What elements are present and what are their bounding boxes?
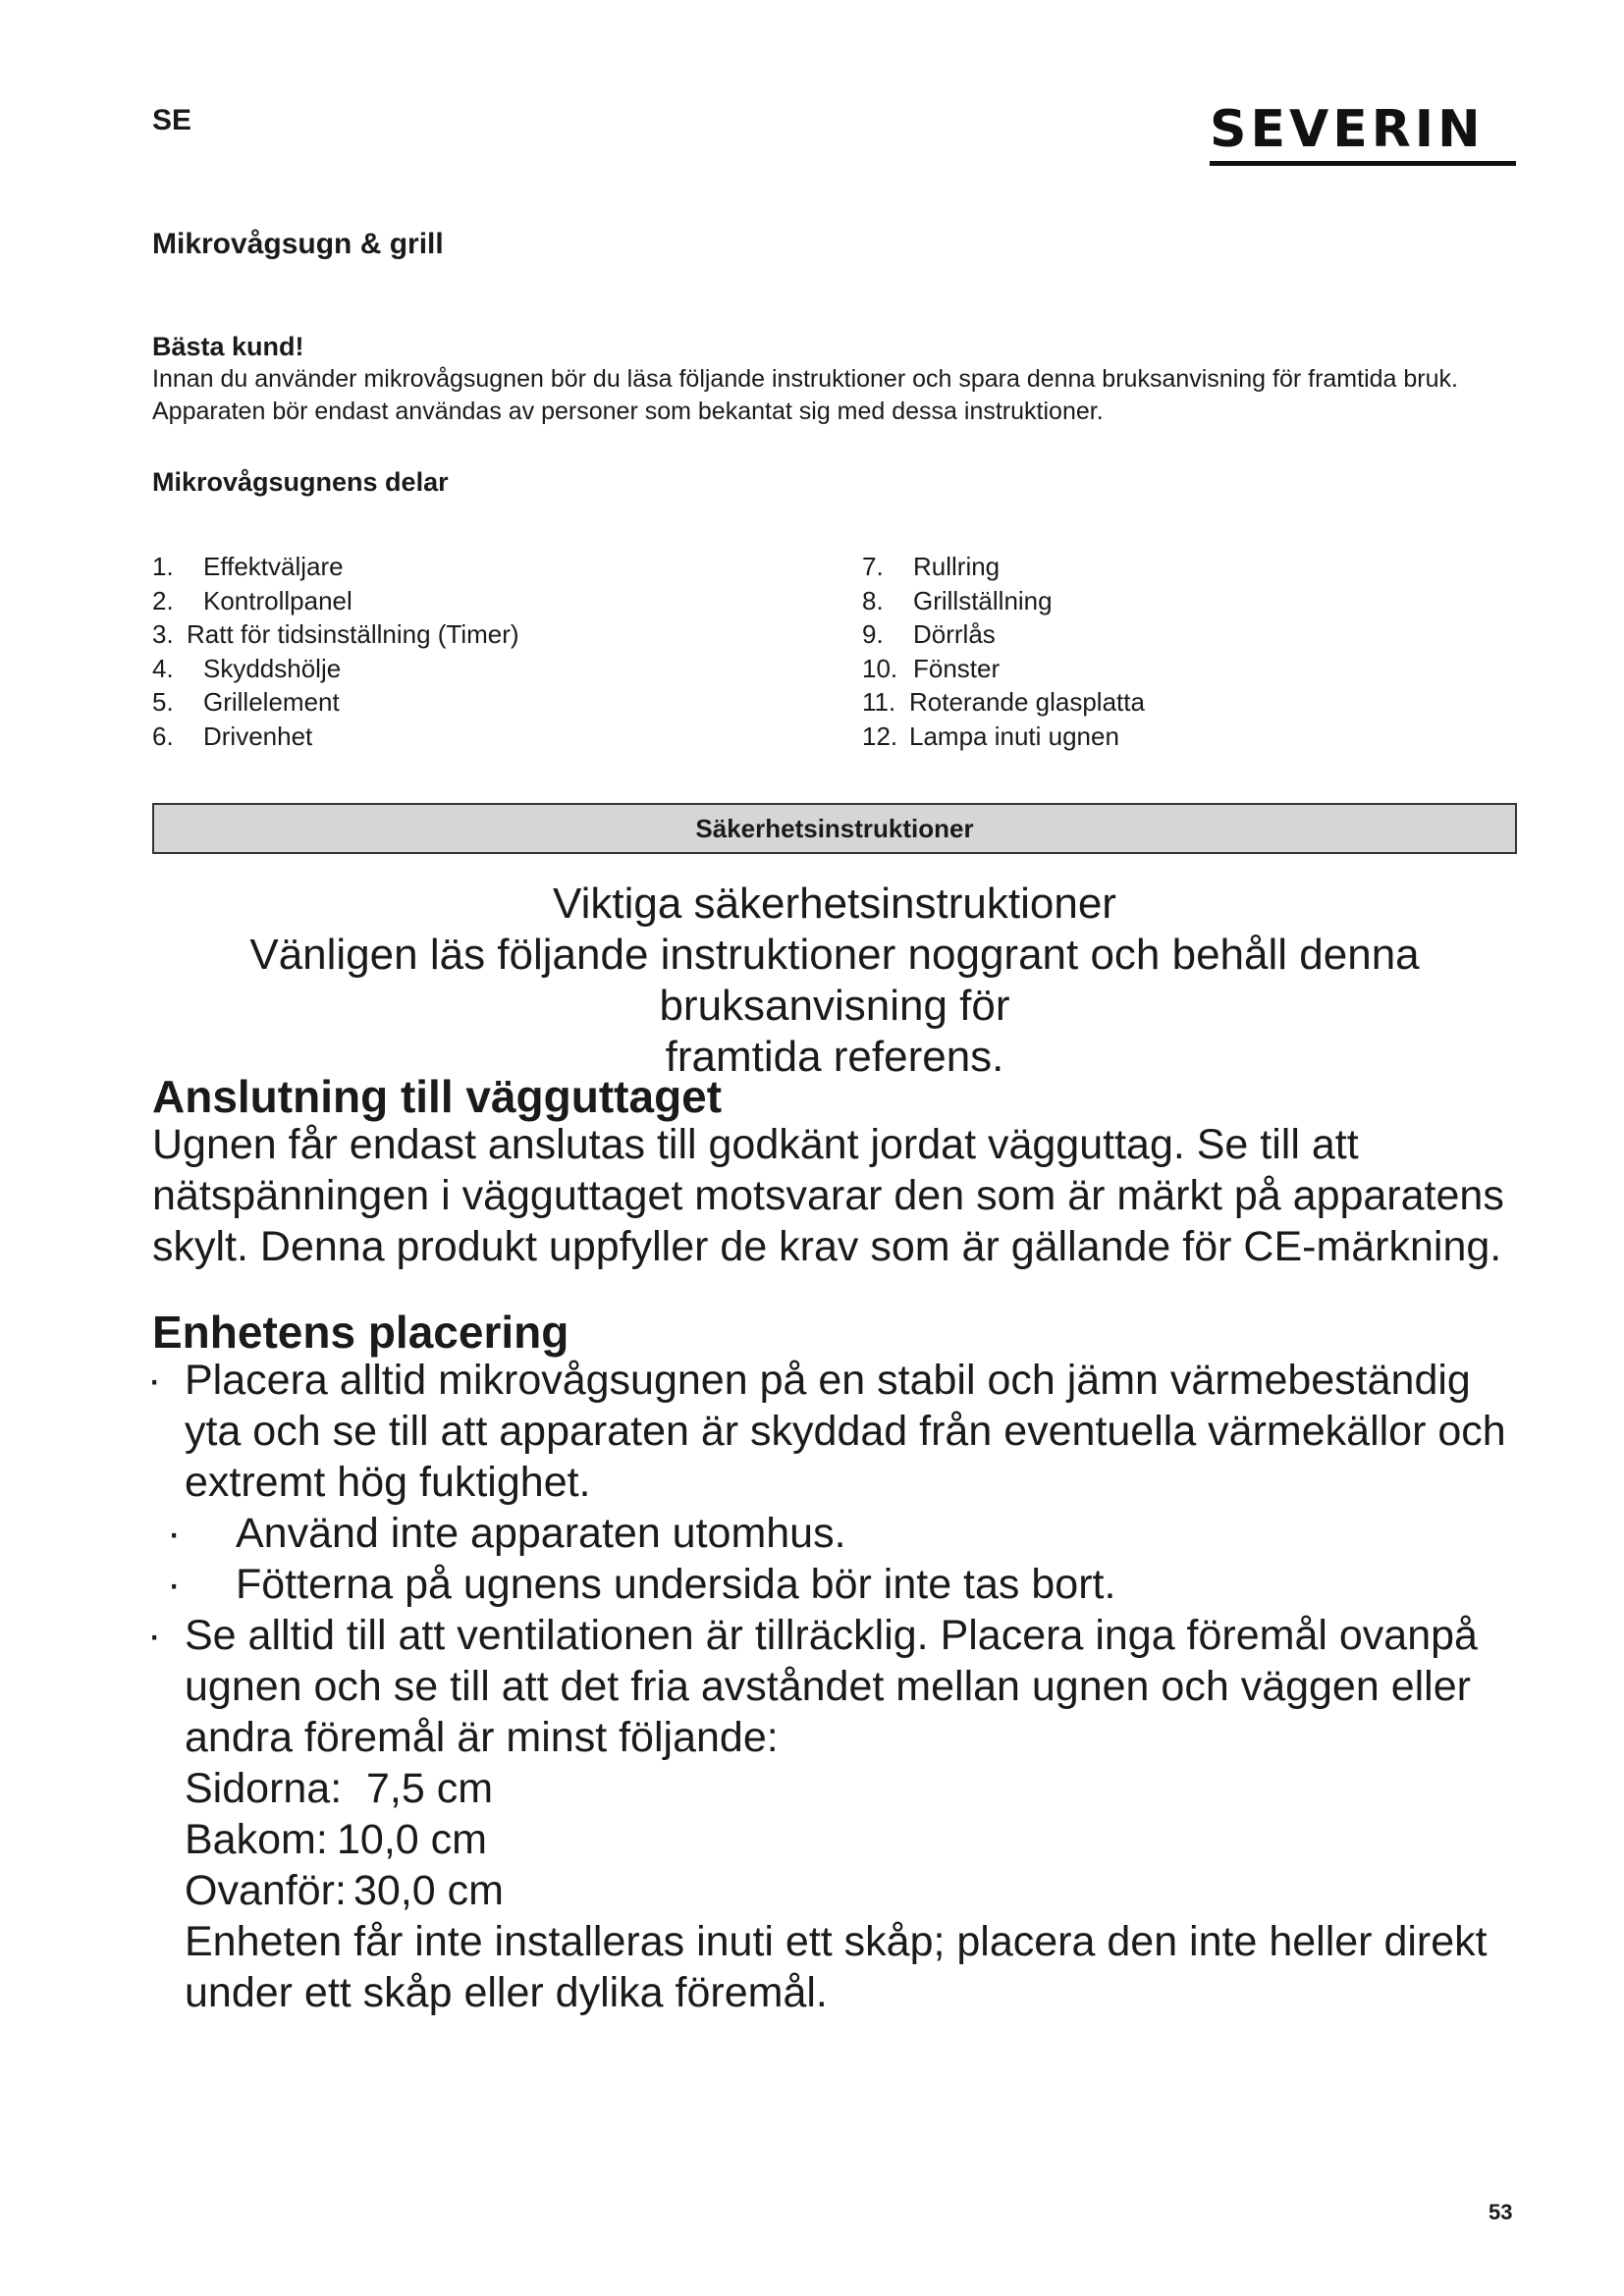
important-title: Viktiga säkerhetsinstruktioner (553, 880, 1116, 928)
cabinet-note: Enheten får inte installeras inuti ett skåp; placera den inte heller direkt under ett skåp eller dylika föremål. (185, 1918, 1488, 2016)
bullet-icon: · (147, 1612, 162, 1659)
item-label: Kontrollpanel (203, 585, 352, 615)
item-number: 6. (152, 721, 174, 751)
item-number: 12. (862, 721, 898, 751)
item-label: Effektväljare (203, 552, 344, 581)
item-label: Lampa inuti ugnen (909, 721, 1119, 751)
item-number: 7. (862, 552, 884, 581)
distance-label: Bakom: (185, 1816, 328, 1863)
distance-row (185, 1763, 1522, 1814)
safety-bar-label: Säkerhetsinstruktioner (695, 813, 974, 843)
bullet-icon: · (167, 1510, 182, 1557)
connection-heading: Anslutning till vägguttaget (152, 1071, 723, 1122)
list-item (862, 584, 1145, 618)
parts-list-left (152, 550, 519, 753)
parts-list-right (862, 550, 1145, 753)
item-label: Fönster (913, 653, 1001, 683)
intro-line-2: Apparaten bör endast användas av personer som bekantat sig med dessa instruktioner. (152, 398, 1104, 425)
list-item (152, 720, 519, 754)
placement-list (147, 1355, 1522, 2018)
placement-item-1: Placera alltid mikrovågsugnen på en stabil och jämn värmebeständig yta och se till att apparaten är skyddad från eventuella värmekällor och extremt hög fuktighet. (185, 1357, 1506, 1506)
list-item (152, 652, 519, 686)
distance-value: 7,5 cm (366, 1765, 494, 1812)
item-label: Grillställning (913, 585, 1053, 615)
distance-label: Ovanför: (185, 1867, 347, 1914)
distance-value: 30,0 cm (353, 1867, 504, 1914)
intro-paragraph (152, 363, 1517, 428)
placement-sub-1: Använd inte apparaten utomhus. (236, 1510, 846, 1557)
greeting: Bästa kund! (152, 332, 304, 361)
page-number: 53 (1489, 2200, 1513, 2224)
list-item (862, 652, 1145, 686)
item-label: Roterande glasplatta (909, 687, 1145, 717)
list-item (152, 685, 519, 720)
item-label: Rullring (913, 552, 1001, 581)
important-line-2: framtida referens. (665, 1033, 1004, 1081)
item-number: 5. (152, 687, 174, 717)
list-item (147, 1508, 1522, 1559)
list-item (862, 617, 1145, 652)
bullet-icon: · (147, 1357, 162, 1404)
item-number: 4. (152, 653, 174, 683)
item-number: 1. (152, 552, 174, 581)
list-item (862, 685, 1145, 720)
item-number: 2. (152, 585, 174, 615)
list-item (152, 584, 519, 618)
item-label: Grillelement (203, 687, 340, 717)
distance-label: Sidorna: (185, 1765, 343, 1812)
distance-value: 10,0 cm (337, 1816, 487, 1863)
logo-underline (1210, 161, 1516, 166)
severin-logo (1210, 100, 1516, 165)
document-title: Mikrovågsugn & grill (152, 228, 444, 260)
intro-line-1: Innan du använder mikrovågsugnen bör du läsa följande instruktioner och spara denna bruksanvisning för framtida bruk. (152, 365, 1458, 393)
placement-heading: Enhetens placering (152, 1307, 569, 1358)
important-line-1: Vänligen läs följande instruktioner noggrant och behåll denna bruksanvisning för (249, 931, 1420, 1030)
important-safety-block (152, 879, 1517, 1083)
list-item (147, 1559, 1522, 1610)
list-item (152, 617, 519, 652)
connection-text: Ugnen får endast anslutas till godkänt jordat vägguttag. Se till att nätspänningen i vägguttaget motsvarar den som är märkt på apparatens skylt. Denna produkt uppfyller de krav som är gällande för CE-märkning. (152, 1121, 1504, 1270)
distance-row (185, 1865, 1522, 1916)
item-label: Dörrlås (913, 619, 996, 649)
item-number: 9. (862, 619, 884, 649)
list-item (147, 1355, 1522, 1508)
item-label: Skyddshölje (203, 653, 342, 683)
list-item (152, 550, 519, 584)
item-label: Drivenhet (203, 721, 313, 751)
item-number: 10. (862, 653, 898, 683)
item-number: 3. (152, 619, 174, 649)
placement-sub-2: Fötterna på ugnens undersida bör inte tas bort. (236, 1561, 1116, 1608)
parts-heading: Mikrovågsugnens delar (152, 467, 449, 497)
bullet-icon: · (167, 1561, 182, 1608)
list-item (147, 1610, 1522, 2018)
placement-item-2: Se alltid till att ventilationen är tillräcklig. Placera inga föremål ovanpå ugnen och se till att det fria avståndet mellan ugnen och väggen eller andra föremål är minst följande: (185, 1612, 1478, 1761)
item-label: Ratt för tidsinställning (Timer) (187, 619, 519, 649)
list-item (862, 720, 1145, 754)
safety-section-bar (152, 803, 1517, 854)
distance-row (185, 1814, 1522, 1865)
language-code: SE (152, 104, 192, 136)
item-number: 11. (862, 687, 896, 717)
brand-name: SEVERIN (1210, 100, 1485, 159)
list-item (862, 550, 1145, 584)
item-number: 8. (862, 585, 884, 615)
